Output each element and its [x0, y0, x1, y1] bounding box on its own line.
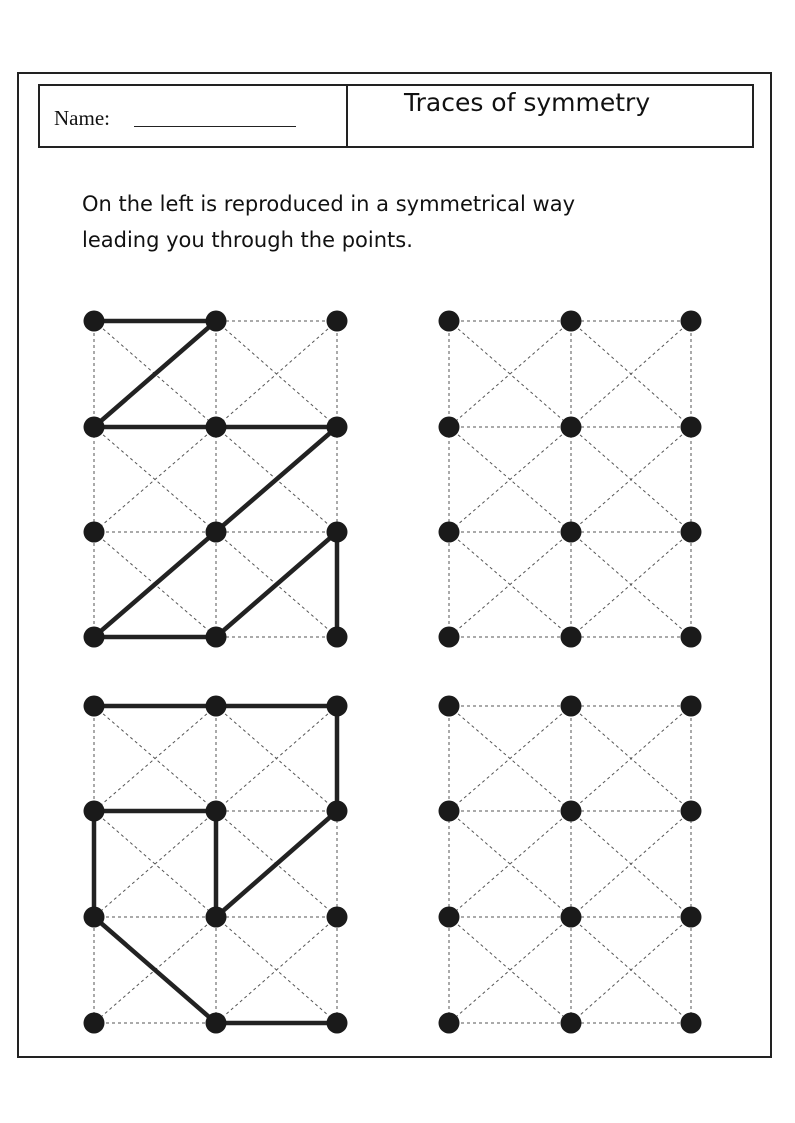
- grid-dot: [561, 696, 582, 717]
- top-left-grid: [84, 311, 348, 648]
- grid-dot: [206, 522, 227, 543]
- grid-dot: [327, 522, 348, 543]
- top-right-grid: [439, 311, 702, 648]
- grid-dot: [439, 801, 460, 822]
- grid-dot: [561, 522, 582, 543]
- grid-dot: [681, 907, 702, 928]
- grid-dot: [84, 417, 105, 438]
- grid-dot: [206, 627, 227, 648]
- grid-dot: [561, 627, 582, 648]
- grid-dot: [439, 627, 460, 648]
- grid-dot: [206, 907, 227, 928]
- grid-dot: [206, 801, 227, 822]
- grid-dot: [681, 627, 702, 648]
- grid-dot: [561, 801, 582, 822]
- grid-dot: [681, 522, 702, 543]
- grid-dot: [681, 696, 702, 717]
- grid-dot: [561, 417, 582, 438]
- grid-dot: [84, 311, 105, 332]
- grid-dot: [84, 907, 105, 928]
- grid-dot: [327, 627, 348, 648]
- grid-dot: [84, 522, 105, 543]
- grid-dot: [681, 1013, 702, 1034]
- grid-dot: [206, 696, 227, 717]
- grid-dot: [84, 801, 105, 822]
- grid-dot: [439, 696, 460, 717]
- grid-dot: [327, 696, 348, 717]
- guide-diagonal: [571, 532, 691, 637]
- grid-dot: [561, 907, 582, 928]
- guide-diagonal: [571, 427, 691, 532]
- guide-diagonal: [571, 706, 691, 811]
- grid-dot: [206, 311, 227, 332]
- grid-dot: [439, 907, 460, 928]
- grid-dot: [84, 696, 105, 717]
- name-label: Name:: [54, 106, 110, 130]
- grid-dot: [84, 627, 105, 648]
- grid-dot: [327, 417, 348, 438]
- grid-dot: [561, 311, 582, 332]
- instruction-line-2: leading you through the points.: [82, 228, 413, 252]
- grid-dot: [439, 417, 460, 438]
- grid-dot: [327, 801, 348, 822]
- grid-dot: [681, 311, 702, 332]
- worksheet-title: Traces of symmetry: [404, 88, 651, 117]
- grid-dot: [681, 801, 702, 822]
- grid-dot: [439, 522, 460, 543]
- grid-dot: [439, 1013, 460, 1034]
- grid-dot: [327, 907, 348, 928]
- instruction-line-1: On the left is reproduced in a symmetrical way: [82, 192, 576, 216]
- grid-dot: [327, 1013, 348, 1034]
- bottom-left-grid: [84, 696, 348, 1034]
- grid-dot: [206, 1013, 227, 1034]
- grid-dot: [84, 1013, 105, 1034]
- grid-dot: [206, 417, 227, 438]
- grid-dot: [561, 1013, 582, 1034]
- grid-dot: [439, 311, 460, 332]
- grid-dot: [327, 311, 348, 332]
- bottom-right-grid: [439, 696, 702, 1034]
- grid-dot: [681, 417, 702, 438]
